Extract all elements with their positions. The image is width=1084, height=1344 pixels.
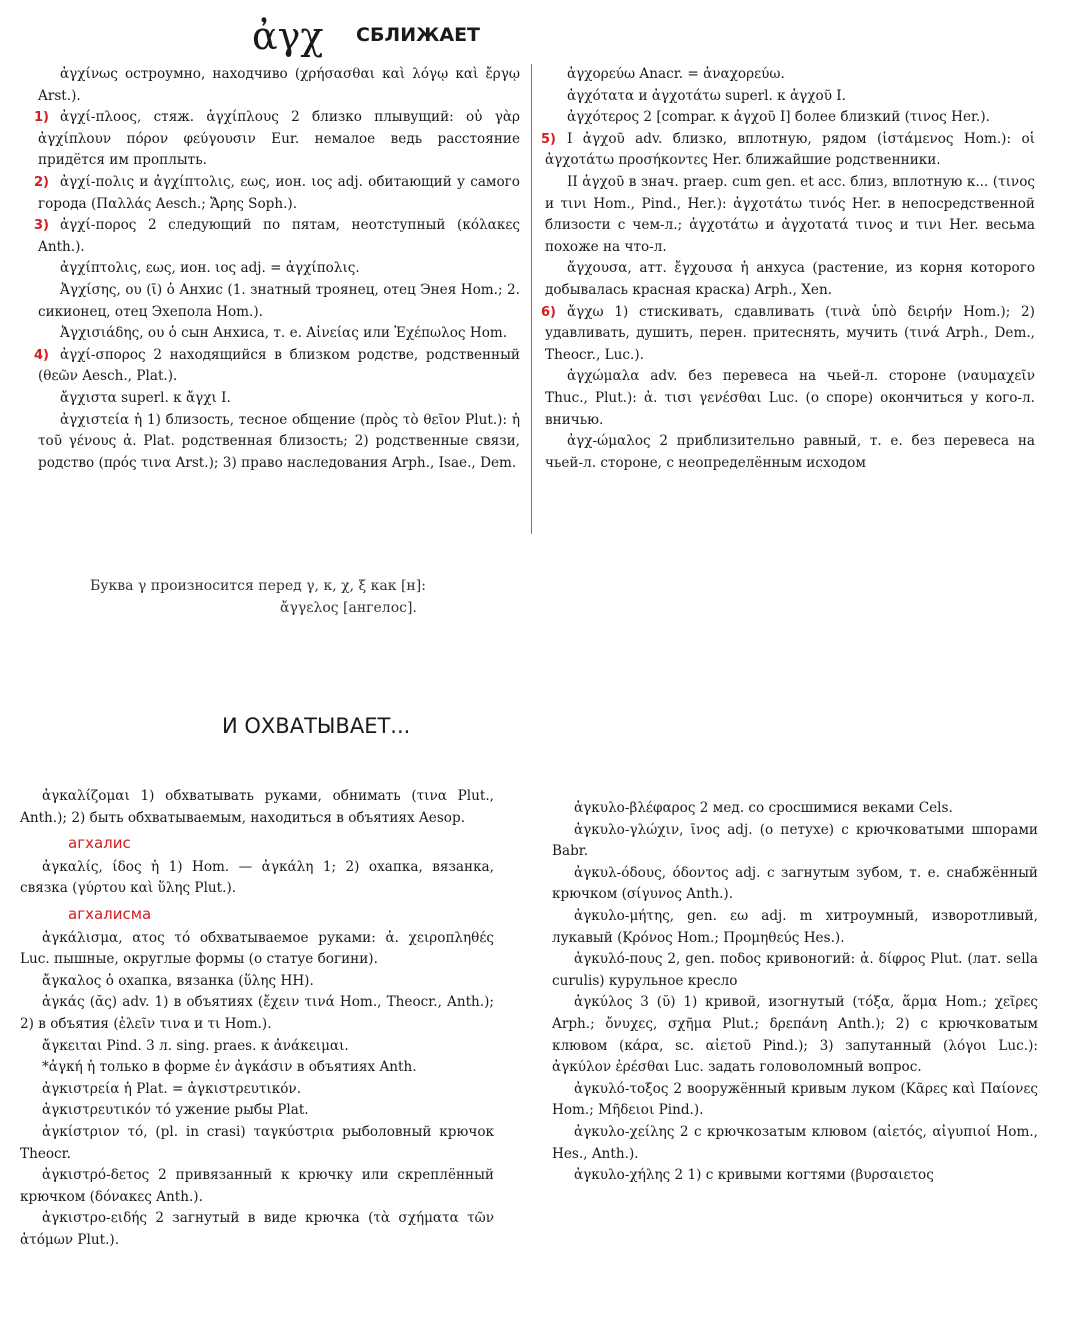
pronunciation-note — [90, 575, 490, 619]
dictionary-entry: ἀγκιστρό-δετος 2 привязанный к крючку или скреплённый крючком (δόνακες Anth.). — [20, 1167, 494, 1205]
entry-text: ἄγχιστα superl. к ἄγχι I. — [60, 389, 231, 406]
dictionary-entry — [541, 302, 1035, 367]
entry-number-marker: 6) — [541, 304, 556, 320]
dictionary-entry — [34, 172, 520, 215]
dictionary-entry: ἀγκάς (ᾰς) adv. 1) в объятиях (ἔχειν τινά Hom., Theocr., Anth.); 2) в объятия (ἑλεῖν τινα и τι Hom.). — [20, 994, 494, 1032]
transliteration-note: агхалисма — [68, 904, 152, 923]
bottom-right-column — [552, 798, 1038, 1187]
dictionary-entry — [545, 172, 1035, 258]
top-left-column — [34, 64, 520, 474]
dictionary-entry: ἀγκυλο-χείλης 2 с крючкозатым клювом (αἰετός, αἰγυπιοί Hom., Hes., Anth.). — [552, 1123, 1038, 1162]
dictionary-entry — [545, 107, 1035, 129]
entry-text: I ἀγχοῦ adv. близко, вплотную, рядом (ἱστάμενος Hom.): οἱ ἀγχοτάτω προσήκοντες Her. ближайшие родственники. — [545, 130, 1035, 169]
entry-text: ἀγχί-σπορος 2 находящийся в близком родстве, родственный (θεῶν Aesch., Plat.). — [38, 346, 520, 385]
entry-text: ἀγχότατα и ἀγχοτάτω superl. к ἀγχοῦ I. — [567, 87, 846, 104]
dictionary-entry: *ἀγκή ἡ только в форме ἐν ἀγκάσιν в объятиях Anth. — [42, 1059, 417, 1076]
entry-number-marker: 1) — [34, 110, 49, 126]
entry-text: ἀγχί-πλοος, стяж. ἀγχίπλους 2 близко плывущий: οὐ γὰρ ἀγχίπλουν πόρον φεύγουσιν Eur. немалое ведь расстояние придётся им проплыть. — [38, 109, 520, 169]
dictionary-entry — [38, 323, 520, 345]
dictionary-entry — [545, 431, 1035, 474]
dictionary-entry: ἀγκυλό-πους 2, gen. ποδος кривоногий: ἀ. δίφρος Plut. (лат. sella curulis) курульное кресло — [552, 951, 1038, 989]
entry-text: ἀγχορεύω Anacr. = ἀναχορεύω. — [567, 66, 785, 82]
dictionary-entry — [545, 64, 1035, 86]
entry-text: ἄγχουσα, атт. ἔγχουσα ἡ анхуса (растение, из корня которого добывалась красная краска) Arph., Xen. — [545, 260, 1035, 298]
entry-text: Ἀγχίσης, ου (ῑ) ὁ Анхис (1. знатный троянец, отец Энея Hom.; 2. сикионец, отец Эхепола Hom.). — [38, 281, 520, 320]
dictionary-entry: ἀγκύλος 3 (ῠ) 1) кривой, изогнутый (τόξα, ἅρμα Hom.; χεῖρες Arph.; ὄνυχες, σχῆμα Plut.; δρεπάνη Anth.); 2) с крючковатым клювом (κάρα, sc. αἰετοῦ Pind.); 3) запутанный (λόγοι Luc.): ἀγκύλον ἐρέσθαι Luc. задать головоломный вопрос. — [552, 994, 1038, 1076]
dictionary-entry: ἄγκαλος ὁ охапка, вязанка (ὕλης HH). — [42, 972, 314, 989]
dictionary-entry: ἀγκυλό-τοξος 2 вооружённый кривым луком (Κᾶρες καὶ Παίονες Hom.; Μῆδειοι Pind.). — [552, 1080, 1038, 1119]
dictionary-entry: ἀγκιστρεία ἡ Plat. = ἀγκιστρευτικόν. — [42, 1080, 302, 1097]
header-title: СБЛИЖАЕТ — [356, 24, 481, 46]
dictionary-entry — [34, 107, 520, 172]
header-greek: ἀγχ — [252, 14, 324, 58]
dictionary-entry — [545, 366, 1035, 431]
entry-text: ἀγχότερος 2 [compar. к ἀγχοῦ I] более близкий (τινος Her.). — [567, 109, 990, 126]
entry-text: ἀγχί-πολις и ἀγχίπτολις, εως, ион. ιος adj. обитающий у самого города (Παλλάς Aesch.; Ἄρης Soph.). — [38, 173, 520, 212]
bottom-left-column — [20, 786, 494, 1251]
dictionary-entry: ἀγκυλο-βλέφαρος 2 мед. со сросшимися веками Cels. — [574, 800, 953, 816]
dictionary-entry: ἀγκιστρευτικόν τό ужение рыбы Plat. — [42, 1102, 309, 1119]
dictionary-entry: ἀγκυλο-μήτης, gen. εω adj. m хитроумный, изворотливый, лукавый (Κρόνος Hom.; Προμηθεύς Hes.). — [552, 907, 1038, 946]
dictionary-entry — [34, 215, 520, 258]
entry-number-marker: 5) — [541, 131, 556, 147]
dictionary-entry: ἀγκάλισμα, ατος τό обхватываемое руками: ἀ. χειροπληθές Luc. пышные, округлые формы (о статуе богини). — [20, 929, 494, 968]
dictionary-entry — [38, 410, 520, 475]
dictionary-entry: ἄγκειται Pind. 3 л. sing. praes. к ἀνάκειμαι. — [42, 1037, 349, 1054]
entry-text: ἀγχί-πορος 2 следующий по пятам, неотступный (κόλακες Anth.). — [38, 217, 520, 255]
dictionary-entry — [38, 388, 520, 410]
dictionary-entry: ἀγκυλο-χήλης 2 1) с кривыми когтями (βυρσαιετος — [574, 1167, 934, 1184]
dictionary-entry — [541, 129, 1035, 172]
pronunciation-line: Буква γ произносится перед γ, κ, χ, ξ как [н]: — [90, 578, 426, 594]
dictionary-entry — [38, 258, 520, 280]
entry-text: ἀγχ-ώμαλος 2 приблизительно равный, т. е. без перевеса на чьей-л. стороне, с неопределённым исходом — [545, 433, 1035, 471]
dictionary-entry: ἀγκαλίζομαι 1) обхватывать руками, обнимать (τινα Plut., Anth.); 2) быть обхватываемым, находиться в объятиях Aesop. — [20, 788, 494, 826]
dictionary-entry — [545, 86, 1035, 108]
entry-number-marker: 4) — [34, 347, 49, 363]
section-subheading: И ОХВАТЫВАЕТ... — [222, 714, 411, 738]
entry-text: II ἀγχοῦ в знач. praep. cum gen. et acc. близ, вплотную к... (τινος и τινι Hom., Pind., Her.): ἀγχοτάτω τινός Her. в непосредственной близости с чем-л.; ἀγχοτάτω и ἀγχοτατά τινος и τινι Her. весьма похоже на что-л. — [545, 173, 1035, 255]
entry-number-marker: 2) — [34, 174, 49, 190]
transliteration-note: агхалис — [68, 834, 131, 853]
top-right-column — [541, 64, 1035, 474]
dictionary-entry — [38, 280, 520, 323]
dictionary-entry — [34, 345, 520, 388]
dictionary-entry: ἀγκίστριον τό, (pl. in crasi) ταγκύστρια рыболовный крючок Theocr. — [20, 1123, 494, 1162]
entry-text: ἀγχιστεία ἡ 1) близость, тесное общение (πρὸς τὸ θεῖον Plut.): ἡ τοῦ γένους ἀ. Plat. родственная близость; 2) родственные связи, родство (πρός τινα Arst.); 3) право наследования Arph., Isae., Dem. — [38, 411, 520, 471]
dictionary-entry: ἀγκαλίς, ίδος ἡ 1) Hom. — ἀγκάλη 1; 2) охапка, вязанка, связка (γύρτου καὶ ὕλης Plut.). — [20, 858, 494, 897]
entry-text: ἀγχίπτολις, εως, ион. ιος adj. = ἀγχίπολις. — [60, 260, 360, 277]
entry-text: ἀγχώμαλα adv. без перевеса на чьей-л. стороне (ναυμαχεῖν Thuc., Plut.): ἀ. τισι γενέσθαι Luc. (о споре) окончиться у кого-л. вничью. — [545, 368, 1035, 428]
entry-text: ἀγχίνως остроумно, находчиво (χρήσασθαι καὶ λόγῳ καὶ ἔργῳ Arst.). — [38, 66, 520, 104]
entry-number-marker: 3) — [34, 218, 49, 234]
dictionary-entry: ἀγκυλο-γλώχιν, ῑνος adj. (о петухе) с крючковатыми шпорами Babr. — [552, 821, 1038, 860]
entry-text: Ἀγχισιάδης, ου ὁ сын Анхиса, т. е. Αἰνείας или Ἐχέπωλος Hom. — [60, 325, 508, 342]
dictionary-entry — [545, 258, 1035, 301]
dictionary-entry: ἀγκιστρο-ειδής 2 загнутый в виде крючка (τὰ σχήματα τῶν ἀτόμων Plut.). — [20, 1210, 494, 1248]
dictionary-entry: ἀγκυλ-όδους, όδοντος adj. с загнутым зубом, т. е. снабжённый крючком (σίγυνος Anth.). — [552, 864, 1038, 903]
pronunciation-example: ἄγγελος [ангелос]. — [280, 600, 417, 616]
entry-text: ἄγχω 1) стискивать, сдавливать (τινὰ ὑπὸ δειρήν Hom.); 2) удавливать, душить, перен. притеснять, мучить (τινά Arph., Dem., Theocr., Luc.). — [545, 303, 1035, 363]
dictionary-entry — [38, 64, 520, 107]
